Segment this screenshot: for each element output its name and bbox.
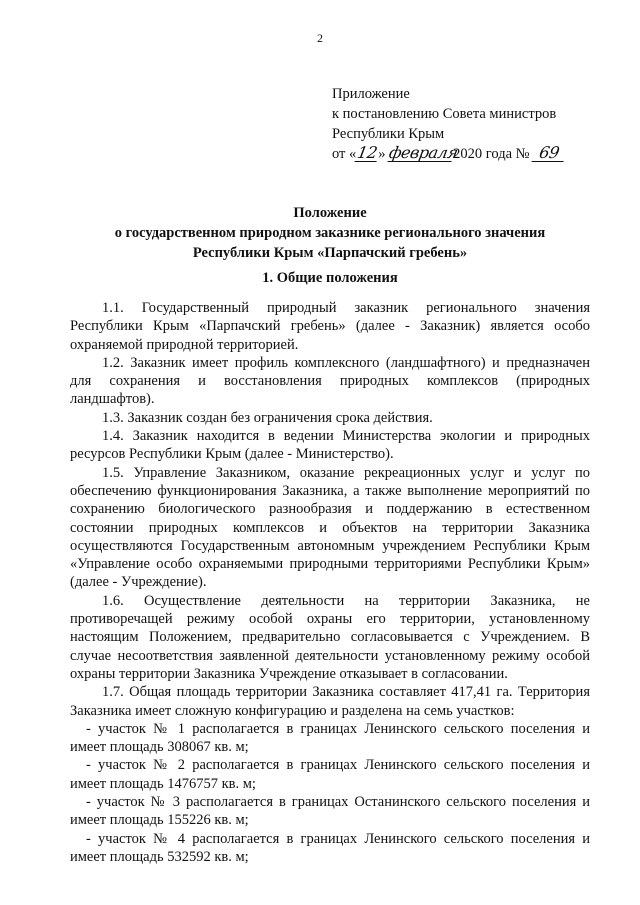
paragraph-1-4: 1.4. Заказник находится в ведении Министерства экологии и природных ресурсов Республики Крым (далее - Министерство). <box>70 428 590 463</box>
handwritten-day: 12 <box>356 143 379 162</box>
paragraph-1-7: 1.7. Общая площадь территории Заказника составляет 417,41 га. Территория Заказника имеет сложную конфигурацию и разделена на семь участков: <box>70 684 590 719</box>
list-item: - участок № 3 располагается в границах Останинского сельского поселения и имеет площадь 155226 кв. м; <box>70 794 590 829</box>
title-line-3: Республики Крым «Парпачский гребень» <box>192 245 468 261</box>
list-item: - участок № 2 располагается в границах Ленинского сельского поселения и имеет площадь 1476757 кв. м; <box>70 757 590 792</box>
paragraph-1-2: 1.2. Заказник имеет профиль комплексного (ландшафтного) и предназначен для сохранения и восстановления природных комплексов (природных ландшафтов). <box>70 354 590 408</box>
date-quote-close: » <box>378 146 386 162</box>
paragraph-1-5: 1.5. Управление Заказником, оказание рекреационных услуг и услуг по обеспечению функционирования Заказника, а также выполнение мероприятий по сохранению биологического разнообразия и поддержанию в естественном состоянии природных комплексов и объектов на территории Заказника осуществляются Государственным автономным учреждением Республики Крым «Управление особо охраняемыми природными территориями Республики Крым» (далее - Учреждение). <box>70 464 590 591</box>
document-body <box>70 299 590 866</box>
title-line-1: Положение <box>293 205 367 221</box>
paragraph-1-1: 1.1. Государственный природный заказник регионального значения Республики Крым «Парпачский гребень» (далее - Заказник) является особо охраняемой природной территорией. <box>70 300 590 353</box>
appendix-reference: к постановлению Совета министров <box>332 106 557 122</box>
date-prefix: от « <box>332 146 357 162</box>
date-year-text: 2020 года № <box>453 146 530 162</box>
appendix-date-line <box>332 144 622 164</box>
appendix-title: Приложение <box>332 86 410 102</box>
handwritten-month: февраля <box>387 143 460 162</box>
handwritten-number: 69 <box>532 145 567 162</box>
section-heading: 1. Общие положения <box>262 270 398 286</box>
page-number: 2 <box>317 31 323 45</box>
list-item: - участок № 4 располагается в границах Ленинского сельского поселения и имеет площадь 532592 кв. м; <box>70 830 590 865</box>
appendix-authority: Республики Крым <box>332 126 445 142</box>
paragraph-1-3: 1.3. Заказник создан без ограничения срока действия. <box>102 409 433 426</box>
title-line-2: о государственном природном заказнике регионального значения <box>114 225 546 241</box>
document-title <box>70 203 590 263</box>
paragraph-1-6: 1.6. Осуществление деятельности на территории Заказника, не противоречащей режиму особой охраны его территории, установленному настоящим Положением, предварительно согласовывается с Учреждением. В случае несоответствия заявленной деятельности установленному режиму особой охраны территории Заказника Учреждение отказывает в согласовании. <box>70 592 590 682</box>
list-item: - участок № 1 располагается в границах Ленинского сельского поселения и имеет площадь 308067 кв. м; <box>70 720 590 756</box>
appendix-block <box>332 84 622 164</box>
